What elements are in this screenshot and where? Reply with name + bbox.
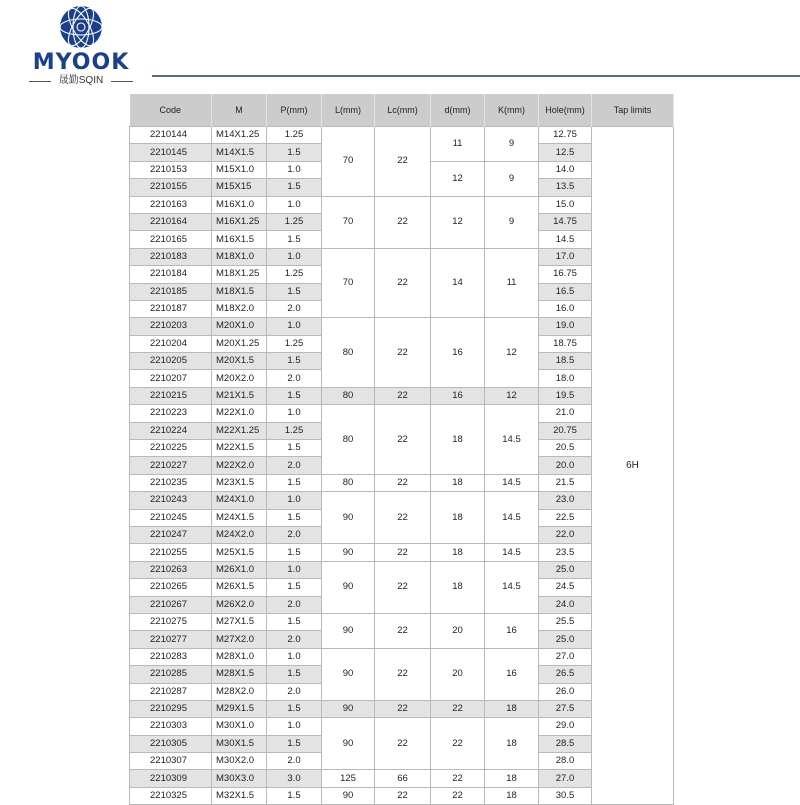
- cell-m: M26X1.0: [212, 561, 267, 578]
- cell-hole: 27.0: [539, 648, 592, 665]
- cell-lc: 22: [375, 196, 431, 248]
- cell-k: 16: [485, 648, 539, 700]
- cell-p: 2.0: [267, 753, 322, 770]
- cell-p: 3.0: [267, 770, 322, 787]
- cell-p: 1.0: [267, 492, 322, 509]
- cell-k: 18: [485, 700, 539, 717]
- cell-p: 1.5: [267, 787, 322, 804]
- cell-m: M32X1.5: [212, 787, 267, 804]
- cell-lc: 22: [375, 561, 431, 613]
- cell-m: M26X2.0: [212, 596, 267, 613]
- cell-d: 14: [431, 248, 485, 318]
- cell-m: M30X3.0: [212, 770, 267, 787]
- cell-p: 1.5: [267, 700, 322, 717]
- cell-p: 1.5: [267, 144, 322, 161]
- cell-l: 90: [322, 492, 375, 544]
- cell-hole: 25.0: [539, 561, 592, 578]
- cell-p: 2.0: [267, 370, 322, 387]
- cell-d: 20: [431, 648, 485, 700]
- cell-p: 1.25: [267, 266, 322, 283]
- tap-spec-table: [129, 94, 674, 805]
- cell-code: 2210205: [130, 353, 212, 370]
- cell-hole: 29.0: [539, 718, 592, 735]
- header-code: Code: [130, 94, 212, 127]
- cell-m: M30X1.0: [212, 718, 267, 735]
- cell-hole: 18.75: [539, 335, 592, 352]
- cell-hole: 13.5: [539, 179, 592, 196]
- cell-lc: 22: [375, 700, 431, 717]
- cell-k: 9: [485, 196, 539, 248]
- cell-code: 2210263: [130, 561, 212, 578]
- cell-d: 18: [431, 544, 485, 561]
- cell-m: M22X2.0: [212, 457, 267, 474]
- cell-l: 90: [322, 787, 375, 804]
- cell-m: M27X2.0: [212, 631, 267, 648]
- cell-m: M23X1.5: [212, 474, 267, 491]
- cell-lc: 66: [375, 770, 431, 787]
- cell-p: 1.5: [267, 509, 322, 526]
- cell-m: M18X1.0: [212, 248, 267, 265]
- cell-p: 1.5: [267, 544, 322, 561]
- cell-p: 1.5: [267, 579, 322, 596]
- globe-logo-icon: [57, 4, 105, 50]
- cell-code: 2210165: [130, 231, 212, 248]
- cell-d: 22: [431, 770, 485, 787]
- cell-l: 90: [322, 613, 375, 648]
- cell-hole: 14.75: [539, 213, 592, 230]
- cell-k: 9: [485, 161, 539, 196]
- header-p: P(mm): [267, 94, 322, 127]
- cell-l: 90: [322, 561, 375, 613]
- cell-hole: 27.0: [539, 770, 592, 787]
- cell-code: 2210153: [130, 161, 212, 178]
- cell-m: M28X1.5: [212, 666, 267, 683]
- cell-p: 1.0: [267, 161, 322, 178]
- cell-p: 1.5: [267, 666, 322, 683]
- cell-hole: 15.0: [539, 196, 592, 213]
- cell-code: 2210223: [130, 405, 212, 422]
- cell-m: M29X1.5: [212, 700, 267, 717]
- cell-m: M26X1.5: [212, 579, 267, 596]
- cell-hole: 18.5: [539, 353, 592, 370]
- cell-p: 2.0: [267, 526, 322, 543]
- cell-hole: 25.0: [539, 631, 592, 648]
- cell-code: 2210267: [130, 596, 212, 613]
- cell-m: M20X1.25: [212, 335, 267, 352]
- cell-p: 1.0: [267, 718, 322, 735]
- cell-hole: 28.0: [539, 753, 592, 770]
- cell-lc: 22: [375, 474, 431, 491]
- cell-hole: 14.5: [539, 231, 592, 248]
- cell-code: 2210163: [130, 196, 212, 213]
- cell-m: M30X1.5: [212, 735, 267, 752]
- cell-l: 70: [322, 127, 375, 197]
- header-hole: Hole(mm): [539, 94, 592, 127]
- cell-d: 12: [431, 161, 485, 196]
- company-logo: [25, 4, 137, 84]
- cell-m: M22X1.25: [212, 422, 267, 439]
- cell-code: 2210187: [130, 300, 212, 317]
- cell-d: 18: [431, 492, 485, 544]
- cell-code: 2210295: [130, 700, 212, 717]
- cell-m: M18X2.0: [212, 300, 267, 317]
- cell-m: M16X1.0: [212, 196, 267, 213]
- cell-p: 1.0: [267, 318, 322, 335]
- cell-k: 14.5: [485, 492, 539, 544]
- table-header-row: [130, 94, 674, 127]
- cell-m: M14X1.5: [212, 144, 267, 161]
- cell-lc: 22: [375, 544, 431, 561]
- cell-d: 22: [431, 718, 485, 770]
- cell-k: 18: [485, 787, 539, 804]
- cell-code: 2210255: [130, 544, 212, 561]
- cell-d: 11: [431, 127, 485, 162]
- cell-m: M16X1.25: [212, 213, 267, 230]
- cell-d: 20: [431, 613, 485, 648]
- cell-p: 2.0: [267, 631, 322, 648]
- header-d: d(mm): [431, 94, 485, 127]
- cell-p: 1.25: [267, 335, 322, 352]
- cell-l: 90: [322, 700, 375, 717]
- cell-code: 2210305: [130, 735, 212, 752]
- cell-code: 2210224: [130, 422, 212, 439]
- cell-lc: 22: [375, 318, 431, 388]
- cell-lc: 22: [375, 648, 431, 700]
- cell-p: 1.25: [267, 422, 322, 439]
- cell-hole: 22.0: [539, 526, 592, 543]
- cell-l: 80: [322, 387, 375, 404]
- cell-k: 18: [485, 718, 539, 770]
- cell-k: 16: [485, 613, 539, 648]
- cell-k: 9: [485, 127, 539, 162]
- cell-k: 14.5: [485, 405, 539, 475]
- cell-m: M24X2.0: [212, 526, 267, 543]
- cell-hole: 25.5: [539, 613, 592, 630]
- cell-m: M28X1.0: [212, 648, 267, 665]
- cell-hole: 26.0: [539, 683, 592, 700]
- cell-p: 1.5: [267, 735, 322, 752]
- cell-lc: 22: [375, 127, 431, 197]
- cell-code: 2210303: [130, 718, 212, 735]
- cell-code: 2210235: [130, 474, 212, 491]
- cell-l: 80: [322, 405, 375, 475]
- header-divider: [152, 75, 800, 77]
- cell-p: 1.0: [267, 648, 322, 665]
- cell-m: M28X2.0: [212, 683, 267, 700]
- cell-p: 1.0: [267, 196, 322, 213]
- cell-m: M18X1.25: [212, 266, 267, 283]
- cell-lc: 22: [375, 613, 431, 648]
- cell-p: 2.0: [267, 596, 322, 613]
- cell-m: M15X15: [212, 179, 267, 196]
- cell-k: 18: [485, 770, 539, 787]
- cell-hole: 24.5: [539, 579, 592, 596]
- cell-hole: 16.75: [539, 266, 592, 283]
- cell-code: 2210184: [130, 266, 212, 283]
- cell-hole: 26.5: [539, 666, 592, 683]
- cell-code: 2210275: [130, 613, 212, 630]
- cell-d: 18: [431, 561, 485, 613]
- cell-p: 1.0: [267, 405, 322, 422]
- cell-p: 1.0: [267, 561, 322, 578]
- cell-hole: 12.5: [539, 144, 592, 161]
- cell-lc: 22: [375, 248, 431, 318]
- cell-p: 2.0: [267, 683, 322, 700]
- cell-k: 11: [485, 248, 539, 318]
- cell-d: 12: [431, 196, 485, 248]
- cell-p: 1.25: [267, 213, 322, 230]
- cell-p: 1.5: [267, 353, 322, 370]
- cell-code: 2210144: [130, 127, 212, 144]
- brand-subtitle: 晟勤SQIN: [25, 75, 137, 87]
- cell-d: 16: [431, 387, 485, 404]
- header-m: M: [212, 94, 267, 127]
- cell-code: 2210307: [130, 753, 212, 770]
- cell-p: 1.0: [267, 248, 322, 265]
- cell-code: 2210207: [130, 370, 212, 387]
- cell-l: 70: [322, 196, 375, 248]
- cell-hole: 21.5: [539, 474, 592, 491]
- header-lc: Lc(mm): [375, 94, 431, 127]
- cell-d: 22: [431, 787, 485, 804]
- cell-p: 2.0: [267, 457, 322, 474]
- header-l: L(mm): [322, 94, 375, 127]
- cell-l: 70: [322, 248, 375, 318]
- cell-hole: 14.0: [539, 161, 592, 178]
- cell-hole: 23.5: [539, 544, 592, 561]
- cell-m: M14X1.25: [212, 127, 267, 144]
- cell-tap-limits: 6H: [592, 127, 674, 805]
- cell-code: 2210227: [130, 457, 212, 474]
- cell-code: 2210247: [130, 526, 212, 543]
- cell-code: 2210183: [130, 248, 212, 265]
- cell-code: 2210145: [130, 144, 212, 161]
- cell-hole: 24.0: [539, 596, 592, 613]
- cell-k: 12: [485, 387, 539, 404]
- cell-m: M21X1.5: [212, 387, 267, 404]
- cell-d: 16: [431, 318, 485, 388]
- table-body: [130, 127, 674, 805]
- cell-hole: 27.5: [539, 700, 592, 717]
- cell-lc: 22: [375, 405, 431, 475]
- cell-m: M27X1.5: [212, 613, 267, 630]
- cell-k: 14.5: [485, 561, 539, 613]
- cell-hole: 30.5: [539, 787, 592, 804]
- header-tap-limits: Tap limits: [592, 94, 674, 127]
- cell-p: 1.5: [267, 231, 322, 248]
- cell-m: M20X1.5: [212, 353, 267, 370]
- cell-hole: 16.0: [539, 300, 592, 317]
- cell-p: 2.0: [267, 300, 322, 317]
- cell-d: 18: [431, 405, 485, 475]
- cell-m: M15X1.0: [212, 161, 267, 178]
- cell-d: 18: [431, 474, 485, 491]
- cell-code: 2210225: [130, 440, 212, 457]
- header-k: K(mm): [485, 94, 539, 127]
- cell-code: 2210204: [130, 335, 212, 352]
- cell-l: 125: [322, 770, 375, 787]
- cell-hole: 20.0: [539, 457, 592, 474]
- cell-p: 1.5: [267, 474, 322, 491]
- cell-hole: 21.0: [539, 405, 592, 422]
- cell-m: M22X1.0: [212, 405, 267, 422]
- cell-m: M24X1.5: [212, 509, 267, 526]
- cell-p: 1.5: [267, 613, 322, 630]
- cell-lc: 22: [375, 718, 431, 770]
- cell-m: M16X1.5: [212, 231, 267, 248]
- cell-code: 2210245: [130, 509, 212, 526]
- cell-lc: 22: [375, 387, 431, 404]
- cell-hole: 16.5: [539, 283, 592, 300]
- cell-m: M18X1.5: [212, 283, 267, 300]
- cell-code: 2210164: [130, 213, 212, 230]
- cell-code: 2210215: [130, 387, 212, 404]
- cell-k: 14.5: [485, 474, 539, 491]
- cell-l: 90: [322, 648, 375, 700]
- cell-lc: 22: [375, 787, 431, 804]
- cell-p: 1.5: [267, 179, 322, 196]
- cell-hole: 18.0: [539, 370, 592, 387]
- cell-hole: 19.5: [539, 387, 592, 404]
- table-row: [130, 127, 674, 144]
- cell-l: 80: [322, 474, 375, 491]
- cell-hole: 17.0: [539, 248, 592, 265]
- cell-m: M20X1.0: [212, 318, 267, 335]
- cell-p: 1.5: [267, 387, 322, 404]
- cell-code: 2210243: [130, 492, 212, 509]
- cell-m: M30X2.0: [212, 753, 267, 770]
- cell-lc: 22: [375, 492, 431, 544]
- cell-code: 2210285: [130, 666, 212, 683]
- cell-hole: 22.5: [539, 509, 592, 526]
- cell-m: M24X1.0: [212, 492, 267, 509]
- brand-name: MYOOK: [32, 50, 130, 75]
- cell-code: 2210155: [130, 179, 212, 196]
- cell-hole: 23.0: [539, 492, 592, 509]
- cell-m: M22X1.5: [212, 440, 267, 457]
- cell-code: 2210287: [130, 683, 212, 700]
- cell-code: 2210277: [130, 631, 212, 648]
- cell-code: 2210325: [130, 787, 212, 804]
- cell-code: 2210283: [130, 648, 212, 665]
- cell-code: 2210185: [130, 283, 212, 300]
- cell-m: M20X2.0: [212, 370, 267, 387]
- cell-k: 14.5: [485, 544, 539, 561]
- cell-hole: 12.75: [539, 127, 592, 144]
- cell-l: 90: [322, 544, 375, 561]
- cell-p: 1.5: [267, 283, 322, 300]
- cell-hole: 19.0: [539, 318, 592, 335]
- cell-l: 90: [322, 718, 375, 770]
- cell-l: 80: [322, 318, 375, 388]
- cell-code: 2210265: [130, 579, 212, 596]
- cell-code: 2210309: [130, 770, 212, 787]
- cell-p: 1.25: [267, 127, 322, 144]
- cell-code: 2210203: [130, 318, 212, 335]
- cell-hole: 20.5: [539, 440, 592, 457]
- cell-k: 12: [485, 318, 539, 388]
- cell-d: 22: [431, 700, 485, 717]
- cell-hole: 28.5: [539, 735, 592, 752]
- cell-p: 1.5: [267, 440, 322, 457]
- cell-hole: 20.75: [539, 422, 592, 439]
- cell-m: M25X1.5: [212, 544, 267, 561]
